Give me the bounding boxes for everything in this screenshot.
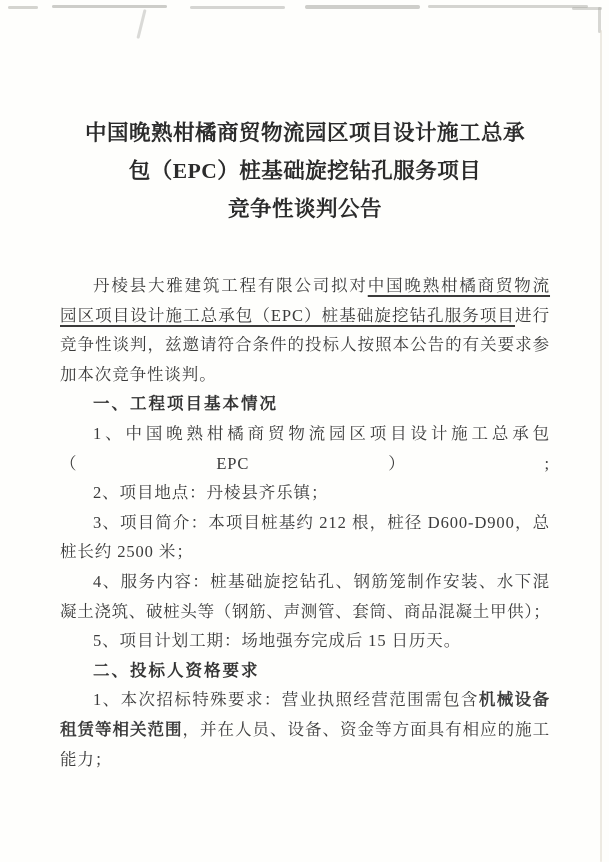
scan-artifact-dash (52, 5, 167, 8)
text-segment: 竞争性谈判，兹邀请符合条件的投标人按照本公告的有关要求参 (60, 335, 550, 355)
text-segment: 能力； (60, 749, 113, 769)
text-segment: 丹棱县大雅建筑工程有限公司拟对 (93, 276, 368, 295)
scan-artifact-dash (8, 6, 38, 9)
section1-item-line: 1、中国晚熟柑橘商贸物流园区项目设计施工总承包（EPC）; (60, 423, 550, 473)
underlined-text: 中国晚熟柑橘商贸物流 (367, 276, 551, 295)
underlined-text: 园区项目设计施工总承包（EPC）桩基础旋挖钻孔服务项目 (60, 305, 516, 325)
section1-item-line: 凝土浇筑、破桩头等（钢筋、声测管、套筒、商品混凝土甲供）； (60, 601, 550, 621)
section1-item-line: 3、项目简介：本项目桩基约 212 根，桩径 D600-D900，总 (93, 512, 550, 532)
text-segment: 1、本次招标特殊要求：营业执照经营范围需包含 (93, 690, 479, 710)
section1-heading: 一、工程项目基本情况 (93, 394, 278, 414)
intro-line (60, 301, 550, 331)
document-body (60, 271, 550, 774)
section2-item-line (60, 745, 550, 775)
scan-artifact-dash (305, 5, 420, 9)
scan-artifact-dash (190, 6, 285, 9)
bold-text: 租赁等相关范围 (60, 719, 183, 739)
text-segment: ，并在人员、设备、资金等方面具有相应的施工 (182, 719, 550, 739)
bold-text: 机械设备 (478, 690, 550, 710)
scan-artifact-right-edge (600, 30, 602, 862)
scan-artifact-hook (136, 9, 146, 39)
intro-line (60, 330, 550, 360)
scan-artifact-dash (428, 5, 588, 8)
section1-item-line: 4、服务内容：桩基础旋挖钻孔、钢筋笼制作安装、水下混 (93, 571, 550, 591)
section1-item-line: 2、项目地点：丹棱县齐乐镇； (93, 483, 329, 503)
section2-heading: 二、投标人资格要求 (93, 660, 260, 680)
text-segment: 进行 (515, 305, 550, 325)
section1-item-line: 桩长约 2500 米； (60, 542, 194, 562)
section1-item-line: 5、项目计划工期：场地强夯完成后 15 日历天。 (93, 631, 462, 651)
intro-line (60, 271, 550, 301)
text-segment: 加本次竞争性谈判。 (60, 364, 217, 384)
intro-line (60, 360, 550, 390)
section2-item-line (60, 685, 550, 715)
section2-item-line (60, 715, 550, 745)
title-line: 竞争性谈判公告 (227, 197, 382, 221)
title-line: 包（EPC）桩基础旋挖钻孔服务项目 (128, 159, 482, 183)
title-line: 中国晚熟柑橘商贸物流园区项目设计施工总承 (84, 121, 525, 145)
document-title (60, 114, 550, 228)
